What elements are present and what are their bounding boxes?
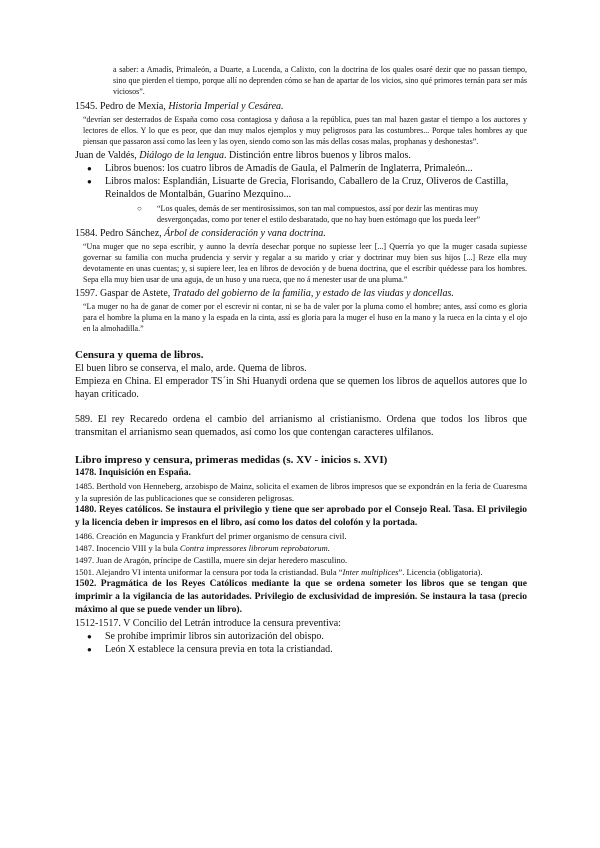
entry-1597-prefix: 1597. Gaspar de Astete, [75,288,173,299]
paragraph-1480: 1480. Reyes católicos. Se instaura el privilegio y tiene que ser aprobado por el Consejo Real. Tasa. El privilegio y la licencia deben ir impresos en el libro, así como los datos del colofón y la portada. [75,505,527,528]
quote-mexia: “devrían ser desterrados de España como cosa contagiosa y dañosa a la república, pues tan mal hazen gastar el tiempo a los auctores y lectores de ellos. Y lo que es peor, que dan muy malos ejemplos y muy peligrosos para las costumbres... Porque tales hombres ay que piensan que passaron assí como las leen y las oyen, siendo como son las más dellas cosas malas, prophanas y deshonestas”. [83,115,527,146]
heading-censura: Censura y quema de libros. [75,349,204,361]
entry-1597-astete [75,287,527,300]
document-content [75,64,527,656]
valdes-item-malos: ● Libros malos: Esplandián, Lisuarte de Grecia, Florisando, Caballero de la Cruz, Oliveros de Castilla, Reinaldos de Montalbán, Guarino Mezquino... [75,175,527,201]
paragraph-589: 589. El rey Recaredo ordena el cambio del arrianismo al cristianismo. Ordena que todos los libros que transmitan el arrianismo sean quemados, así como los que contengan caracteres ulfilanos. [75,414,527,438]
valdes-suffix: . Distinción entre libros buenos y libros malos. [223,150,411,161]
paragraph-buen-libro: El buen libro se conserva, el malo, arde. Quema de libros. [75,363,307,374]
entry-1584-sanchez [75,227,527,240]
heading-impreso: Libro impreso y censura, primeras medidas (s. XV - inicios s. XVI) [75,454,388,466]
valdes-item-buenos: ● Libros buenos: los cuatro libros de Amadís de Gaula, el Palmerín de Inglaterra, Primaleón... [75,162,527,175]
paragraph-1487-prefix: 1487. Inocencio VIII y la bula [75,543,180,553]
entry-1597-title: Tratado del gobierno de la familia, y estado de las viudas y doncellas. [172,288,454,299]
entry-1584-prefix: 1584. Pedro Sánchez, [75,228,165,239]
letran-item-obispo: ● Se prohíbe imprimir libros sin autorización del obispo. [75,630,527,643]
entry-1545-mexia [75,100,527,113]
entry-1545-title: Historia Imperial y Cesárea. [168,101,284,112]
paragraph-1486: 1486. Creación en Maguncia y Frankfurt del primer organismo de censura civil. [75,531,347,541]
entry-valdes [75,149,527,162]
entry-1584-title: Árbol de consideración y vana doctrina. [164,228,326,239]
quote-amadis: a saber: a Amadís, Primaleón, a Duarte, a Lucenda, a Calixto, con la doctrina de los quales osaré dezir que no passan tiempo, sino que pierden el tiempo, porque allí no deprenden cómo se han de apartar de los vicios, sino qué primores ternán para ser más viciosos”. [113,65,527,96]
paragraph-1478: 1478. Inquisición en España. [75,468,191,478]
quote-sanchez: “Una muger que no sepa escribir, y aunno la devría desechar porque no supiesse leer [...] Querría yo que la muger casada supiesse governar su familia con mucha prudencia y servir y regalar a su marido y criar y doctrinar muy bien sus hijos [...] Reze ella muy devotamente en unas cuentas; y, si supiere leer, lea en libros de devoción y de buena doctrina, que el escribir quédesse para los hombres. Sepa ella muy bien usar de una aguja, de un huso y una rueca, que no á menester usar de una pluma.” [83,242,527,284]
paragraph-1501-prefix: 1501. Alejandro VI intenta uniformar la censura por toda la cristiandad. Bula “ [75,567,343,577]
quote-astete: “La muger no ha de ganar de comer por el escrevir ni contar, ni se ha de valer por la pluma como el hombre; antes, assí como es gloria para el hombre la pluma en la mano y la espada en la cinta, assí es gloria para la muger el huso en la mano y la rueca en la cinta y el ojo en la almohadilla.” [83,302,527,333]
valdes-title: Diálogo de la lengua [139,150,224,161]
paragraph-1501 [75,566,527,578]
letran-item-leon: ● León X establece la censura previa en tota la cristiandad. [75,643,527,656]
paragraph-1485: 1485. Berthold von Henneberg, arzobispo de Mainz, solicita el examen de libros impresos que se expondrán en la feria de Cuaresma y la supresión de las publicaciones que se consideren peligrosas. [75,481,527,503]
valdes-prefix: Juan de Valdés, [75,150,140,161]
paragraph-1502: 1502. Pragmática de los Reyes Católicos mediante la que se ordena someter los libros que se tengan que imprimir a la vigilancia de las autoridades. Privilegio de exclusividad de impresión. Se instaura la tasa (precio máximo al que se puede vender un libro). [75,579,527,615]
paragraph-1512: 1512-1517. V Concilio del Letrán introduce la censura preventiva: [75,618,341,629]
paragraph-1487-title: Contra impressores librorum reprobatorum. [179,543,330,553]
valdes-subitem-quote: ○ “Los quales, demás de ser mentirosíssimos, son tan mal compuestos, assí por dezir las mentiras muy desvergonçadas, como por tener el estilo desbaratado, que no hay buen estómago que los pueda leer” [75,203,527,225]
paragraph-china: Empieza en China. El emperador TS´in Shi Huanydi ordena que se quemen los libros de aquellos autores que lo hayan criticado. [75,376,527,400]
paragraph-1501-suffix: ”. Licencia (obligatoria). [398,567,483,577]
valdes-list [75,162,527,225]
paragraph-1497: 1497. Juan de Aragón, príncipe de Castilla, muere sin dejar heredero masculino. [75,555,348,565]
letran-list [75,630,527,656]
entry-1545-prefix: 1545. Pedro de Mexía, [75,101,169,112]
paragraph-1501-title: Inter multiplices [342,567,399,577]
paragraph-1487 [75,542,527,554]
